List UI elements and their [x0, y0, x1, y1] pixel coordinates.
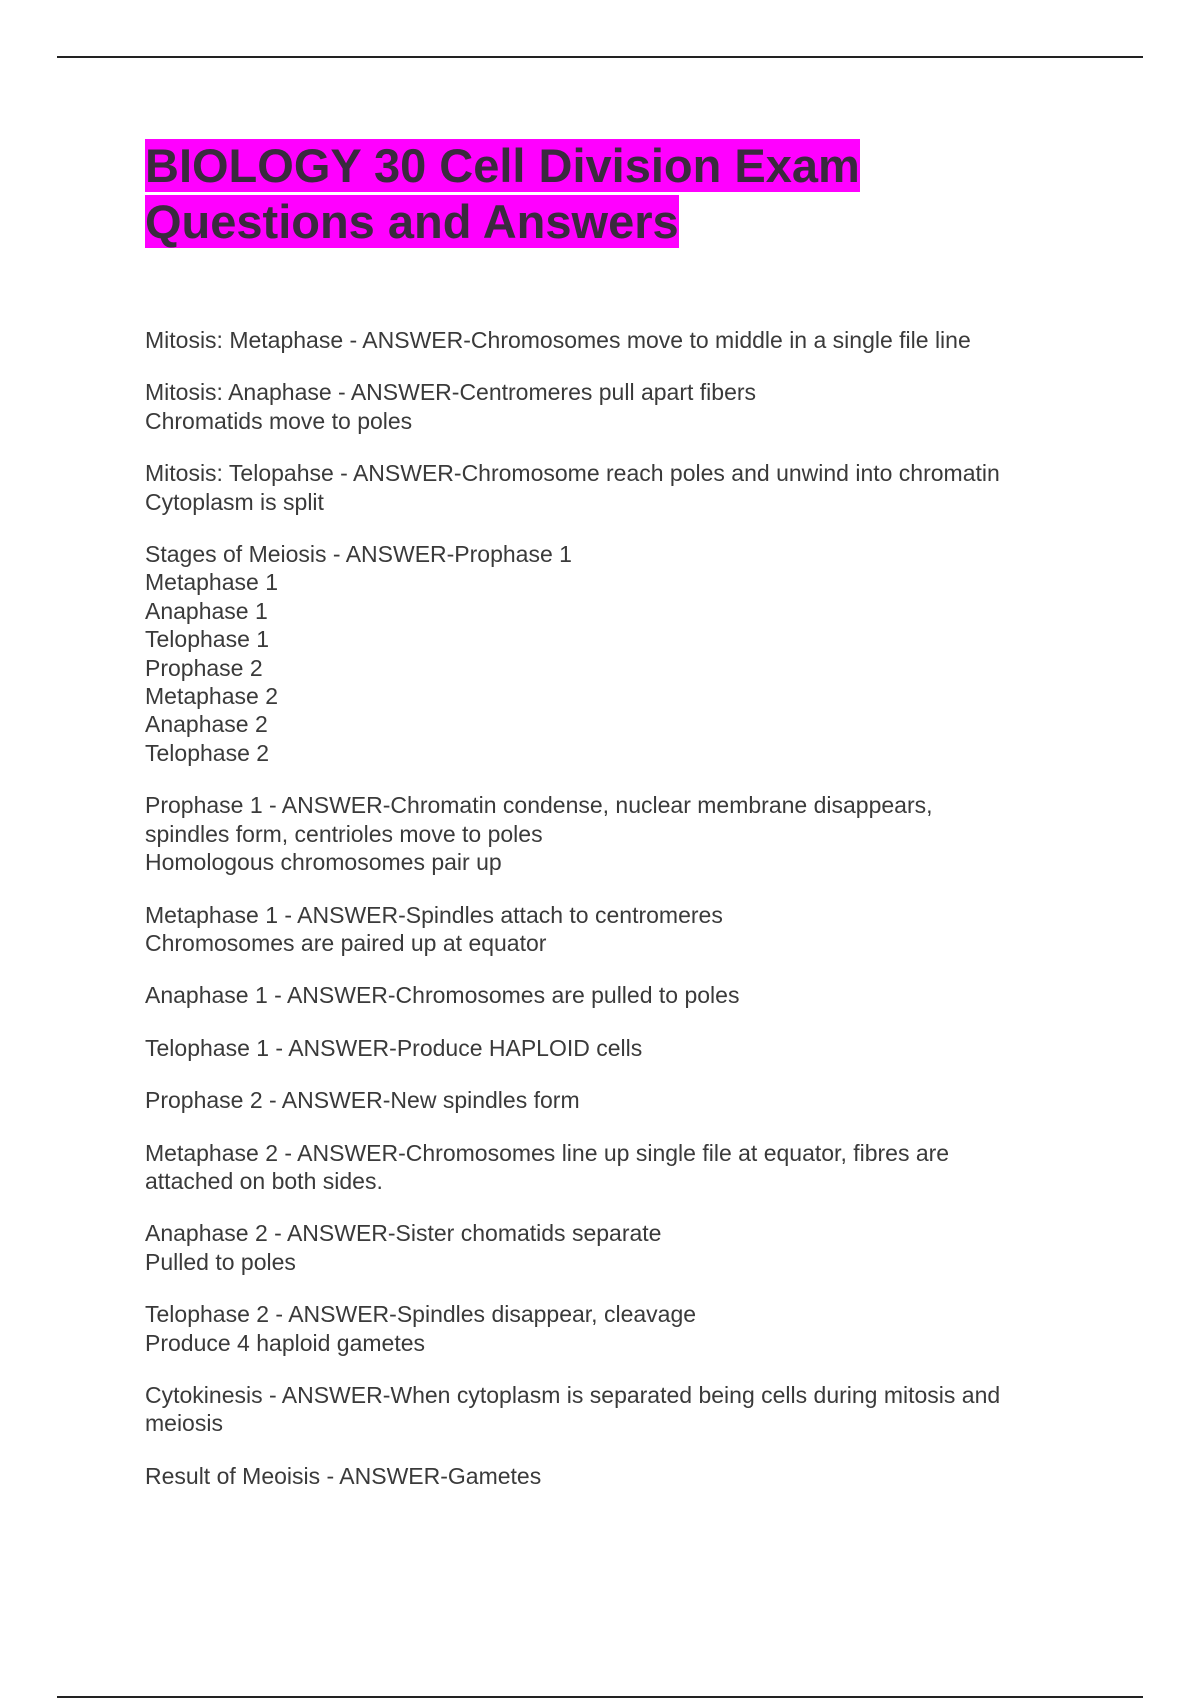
- qa-question-line: Anaphase 1 - ANSWER-Chromosomes are pulled to poles: [145, 982, 740, 1009]
- qa-answer-line: Metaphase 2: [145, 683, 278, 710]
- qa-item: [145, 378, 1065, 435]
- qa-question-line: Cytokinesis - ANSWER-When cytoplasm is separated being cells during mitosis and: [145, 1381, 1001, 1408]
- qa-answer-line: attached on both sides.: [145, 1167, 383, 1194]
- qa-item: [145, 981, 1065, 1009]
- qa-question-line: Telophase 1 - ANSWER-Produce HAPLOID cells: [145, 1034, 643, 1061]
- qa-question-line: Mitosis: Metaphase - ANSWER-Chromosomes move to middle in a single file line: [145, 327, 971, 353]
- qa-item: [145, 1381, 1065, 1438]
- qa-item: [145, 459, 1065, 516]
- qa-answer-line: Telophase 2: [145, 739, 270, 766]
- qa-answer-line: Anaphase 1: [145, 597, 268, 624]
- qa-question-line: Anaphase 2 - ANSWER-Sister chomatids separate: [145, 1220, 662, 1247]
- qa-item: [145, 901, 1065, 958]
- qa-item: [145, 791, 1065, 876]
- qa-question-line: Telophase 2 - ANSWER-Spindles disappear, cleavage: [145, 1301, 697, 1328]
- qa-answer-line: Anaphase 2: [145, 711, 268, 738]
- qa-question-line: Stages of Meiosis - ANSWER-Prophase 1: [145, 541, 572, 568]
- qa-answer-line: Telophase 1: [145, 626, 270, 653]
- qa-answer-line: Chromatids move to poles: [145, 407, 413, 434]
- bottom-rule: [57, 1696, 1143, 1698]
- qa-question-line: Prophase 2 - ANSWER-New spindles form: [145, 1087, 580, 1114]
- qa-item: [145, 1139, 1065, 1196]
- title-line: [145, 194, 1045, 250]
- qa-question-line: Metaphase 2 - ANSWER-Chromosomes line up single file at equator, fibres are: [145, 1139, 950, 1166]
- top-rule: [57, 56, 1143, 58]
- title-line-text: BIOLOGY 30 Cell Division Exam: [145, 139, 860, 192]
- qa-answer-line: Prophase 2: [145, 654, 263, 681]
- qa-question-line: Mitosis: Anaphase - ANSWER-Centromeres pull apart fibers: [145, 379, 757, 406]
- title-line-text: Questions and Answers: [145, 195, 679, 248]
- qa-item: [145, 1219, 1065, 1276]
- qa-item: [145, 540, 1065, 767]
- qa-answer-line: Homologous chromosomes pair up: [145, 849, 502, 876]
- qa-question-line: Prophase 1 - ANSWER-Chromatin condense, nuclear membrane disappears,: [145, 792, 933, 819]
- qa-answer-line: Cytoplasm is split: [145, 488, 324, 515]
- qa-question-line: Result of Meoisis - ANSWER-Gametes: [145, 1462, 542, 1489]
- qa-answer-line: Produce 4 haploid gametes: [145, 1329, 426, 1356]
- qa-item: [145, 1300, 1065, 1357]
- qa-answer-line: Chromosomes are paired up at equator: [145, 929, 547, 956]
- qa-answer-line: spindles form, centrioles move to poles: [145, 820, 543, 847]
- qa-item: [145, 1034, 1065, 1062]
- qa-item: [145, 1086, 1065, 1114]
- qa-item: [145, 1462, 1065, 1490]
- qa-question-line: Mitosis: Telopahse - ANSWER-Chromosome reach poles and unwind into chromatin: [145, 460, 1000, 487]
- qa-question-line: Metaphase 1 - ANSWER-Spindles attach to centromeres: [145, 901, 723, 928]
- qa-list: [145, 326, 1065, 1514]
- qa-answer-line: meiosis: [145, 1410, 223, 1437]
- qa-item: [145, 326, 1065, 354]
- document-title: [145, 138, 1045, 250]
- title-line: [145, 138, 1045, 194]
- qa-answer-line: Metaphase 1: [145, 569, 278, 596]
- qa-answer-line: Pulled to poles: [145, 1248, 296, 1275]
